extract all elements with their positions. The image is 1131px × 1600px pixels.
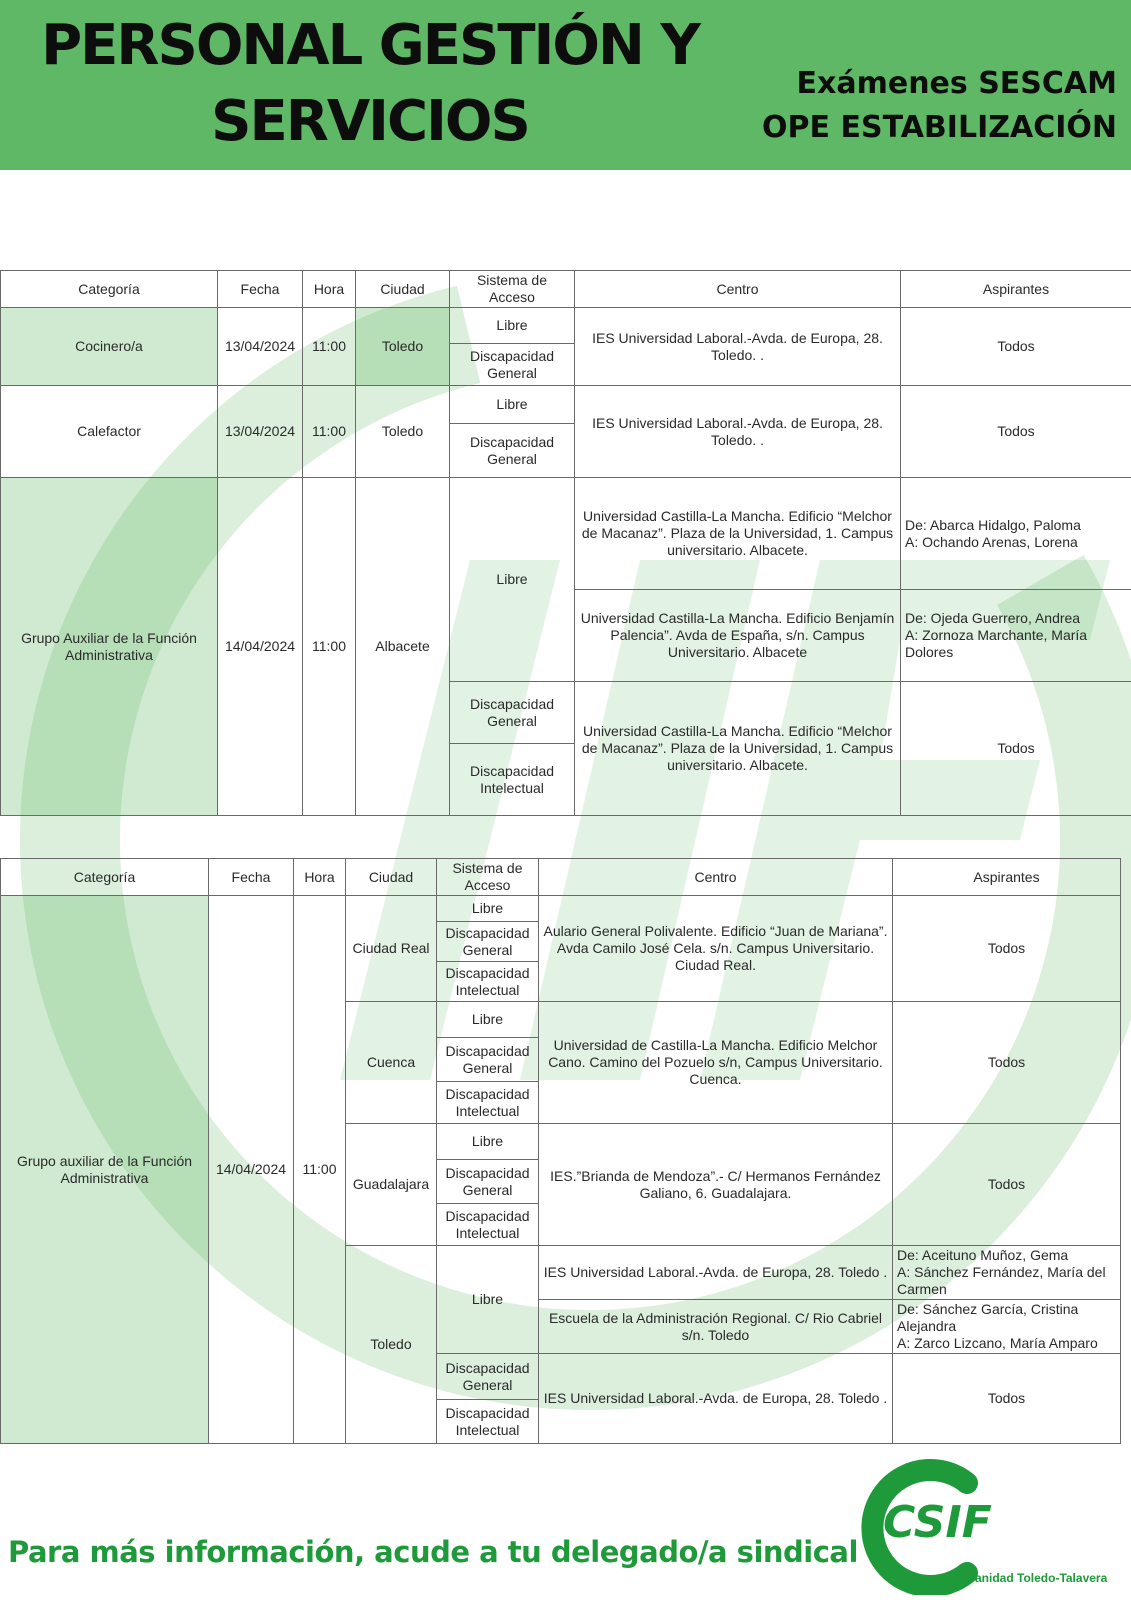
categoria-cell: Cocinero/a — [1, 308, 218, 386]
title-line-2: SERVICIOS — [211, 89, 529, 154]
fecha-cell: 14/04/2024 — [209, 896, 294, 1444]
categoria-cell: Calefactor — [1, 386, 218, 478]
centro-cell: IES Universidad Laboral.-Avda. de Europa, 28. Toledo . — [539, 1246, 893, 1300]
ciudad-cell: Toledo — [356, 386, 450, 478]
logo-text: CSIF — [883, 1497, 992, 1548]
table-row — [1, 308, 1131, 344]
acceso-cell: Discapacidad General — [437, 1038, 539, 1082]
centro-cell: IES Universidad Laboral.-Avda. de Europa, 28. Toledo . — [539, 1354, 893, 1444]
aspirantes-to: A: Zarco Lizcano, María Amparo — [897, 1335, 1098, 1351]
aspirantes-cell: Todos — [893, 1354, 1121, 1444]
acceso-cell: Libre — [437, 896, 539, 922]
col-aspirantes: Aspirantes — [901, 271, 1131, 308]
aspirantes-to: A: Zornoza Marchante, María Dolores — [905, 627, 1088, 660]
table-row — [1, 386, 1131, 424]
aspirantes-cell: Todos — [893, 1124, 1121, 1246]
col-sistema: Sistema de Acceso — [450, 271, 575, 308]
aspirantes-from: De: Sánchez García, Cristina Alejandra — [897, 1301, 1079, 1334]
aspirantes-cell: Todos — [901, 308, 1131, 386]
acceso-cell: Libre — [450, 478, 575, 682]
acceso-cell: Discapacidad General — [450, 424, 575, 478]
subtitle-line-2: OPE ESTABILIZACIÓN — [762, 110, 1117, 145]
aspirantes-from: De: Aceituno Muñoz, Gema — [897, 1247, 1069, 1263]
hora-cell: 11:00 — [294, 896, 346, 1444]
centro-cell: Aulario General Polivalente. Edificio “Juan de Mariana”. Avda Camilo José Cela. s/n. Campus Universitario. Ciudad Real. — [539, 896, 893, 1002]
categoria-cell: Grupo auxiliar de la Función Administrativa — [1, 896, 209, 1444]
acceso-cell: Libre — [450, 308, 575, 344]
aspirantes-from: De: Abarca Hidalgo, Paloma — [905, 516, 1081, 533]
col-hora: Hora — [303, 271, 356, 308]
col-ciudad: Ciudad — [346, 859, 437, 896]
col-centro: Centro — [575, 271, 901, 308]
centro-cell: IES.”Brianda de Mendoza”.- C/ Hermanos Fernández Galiano, 6. Guadalajara. — [539, 1124, 893, 1246]
acceso-cell: Libre — [437, 1124, 539, 1160]
col-aspirantes: Aspirantes — [893, 859, 1121, 896]
ciudad-cell: Cuenca — [346, 1002, 437, 1124]
acceso-cell: Discapacidad Intelectual — [437, 1204, 539, 1246]
centro-cell: IES Universidad Laboral.-Avda. de Europa, 28. Toledo. . — [575, 386, 901, 478]
centro-cell: Universidad Castilla-La Mancha. Edificio “Melchor de Macanaz”. Plaza de la Universidad, 1. Campus universitario. Albacete. — [575, 682, 901, 816]
exam-table-2 — [0, 858, 1121, 1444]
col-centro: Centro — [539, 859, 893, 896]
hora-cell: 11:00 — [303, 308, 356, 386]
aspirantes-to: A: Sánchez Fernández, María del Carmen — [897, 1264, 1106, 1297]
table-header-row — [1, 859, 1121, 896]
acceso-cell: Discapacidad General — [437, 1160, 539, 1204]
centro-cell: IES Universidad Laboral.-Avda. de Europa, 28. Toledo. . — [575, 308, 901, 386]
fecha-cell: 13/04/2024 — [218, 386, 303, 478]
subtitle-line-1: Exámenes SESCAM — [796, 66, 1117, 101]
aspirantes-cell — [893, 1246, 1121, 1300]
acceso-cell: Discapacidad General — [437, 922, 539, 962]
acceso-cell: Discapacidad Intelectual — [437, 1400, 539, 1444]
aspirantes-cell: Todos — [893, 1002, 1121, 1124]
title-line-1: PERSONAL GESTIÓN Y — [41, 13, 699, 78]
ciudad-cell: Ciudad Real — [346, 896, 437, 1002]
col-categoria: Categoría — [1, 859, 209, 896]
acceso-cell: Discapacidad General — [450, 682, 575, 744]
centro-cell: Universidad de Castilla-La Mancha. Edificio Melchor Cano. Camino del Pozuelo s/n, Campus Universitario. Cuenca. — [539, 1002, 893, 1124]
ciudad-cell: Toledo — [346, 1246, 437, 1444]
acceso-cell: Libre — [437, 1246, 539, 1354]
acceso-cell: Libre — [437, 1002, 539, 1038]
fecha-cell: 14/04/2024 — [218, 478, 303, 816]
aspirantes-cell: Todos — [893, 896, 1121, 1002]
aspirantes-cell — [901, 478, 1131, 590]
table-row — [1, 896, 1121, 922]
col-categoria: Categoría — [1, 271, 218, 308]
acceso-cell: Discapacidad General — [437, 1354, 539, 1400]
table-row — [1, 478, 1131, 590]
categoria-cell: Grupo Auxiliar de la Función Administrativa — [1, 478, 218, 816]
aspirantes-to: A: Ochando Arenas, Lorena — [905, 533, 1078, 550]
hora-cell: 11:00 — [303, 386, 356, 478]
aspirantes-from: De: Ojeda Guerrero, Andrea — [905, 610, 1081, 626]
hora-cell: 11:00 — [303, 478, 356, 816]
aspirantes-cell — [901, 590, 1131, 682]
acceso-cell: Libre — [450, 386, 575, 424]
acceso-cell: Discapacidad General — [450, 344, 575, 386]
col-sistema: Sistema de Acceso — [437, 859, 539, 896]
acceso-cell: Discapacidad Intelectual — [450, 744, 575, 816]
ciudad-cell: Guadalajara — [346, 1124, 437, 1246]
aspirantes-cell: Todos — [901, 682, 1131, 816]
footer-info-text: Para más información, acude a tu delegado/a sindical — [8, 1535, 858, 1569]
aspirantes-cell — [893, 1300, 1121, 1354]
acceso-cell: Discapacidad Intelectual — [437, 962, 539, 1002]
centro-cell: Universidad Castilla-La Mancha. Edificio “Melchor de Macanaz”. Plaza de la Universidad, 1. Campus universitario. Albacete. — [575, 478, 901, 590]
logo-subtitle: Sanidad Toledo-Talavera — [967, 1571, 1108, 1585]
ciudad-cell: Albacete — [356, 478, 450, 816]
ciudad-cell: Toledo — [356, 308, 450, 386]
fecha-cell: 13/04/2024 — [218, 308, 303, 386]
col-fecha: Fecha — [218, 271, 303, 308]
table-header-row — [1, 271, 1131, 308]
aspirantes-cell: Todos — [901, 386, 1131, 478]
acceso-cell: Discapacidad Intelectual — [437, 1082, 539, 1124]
exam-table-1 — [0, 270, 1131, 816]
centro-cell: Escuela de la Administración Regional. C/ Rio Cabriel s/n. Toledo — [539, 1300, 893, 1354]
centro-cell: Universidad Castilla-La Mancha. Edificio Benjamín Palencia”. Avda de España, s/n. Campus Universitario. Albacete — [575, 590, 901, 682]
col-hora: Hora — [294, 859, 346, 896]
col-ciudad: Ciudad — [356, 271, 450, 308]
col-fecha: Fecha — [209, 859, 294, 896]
